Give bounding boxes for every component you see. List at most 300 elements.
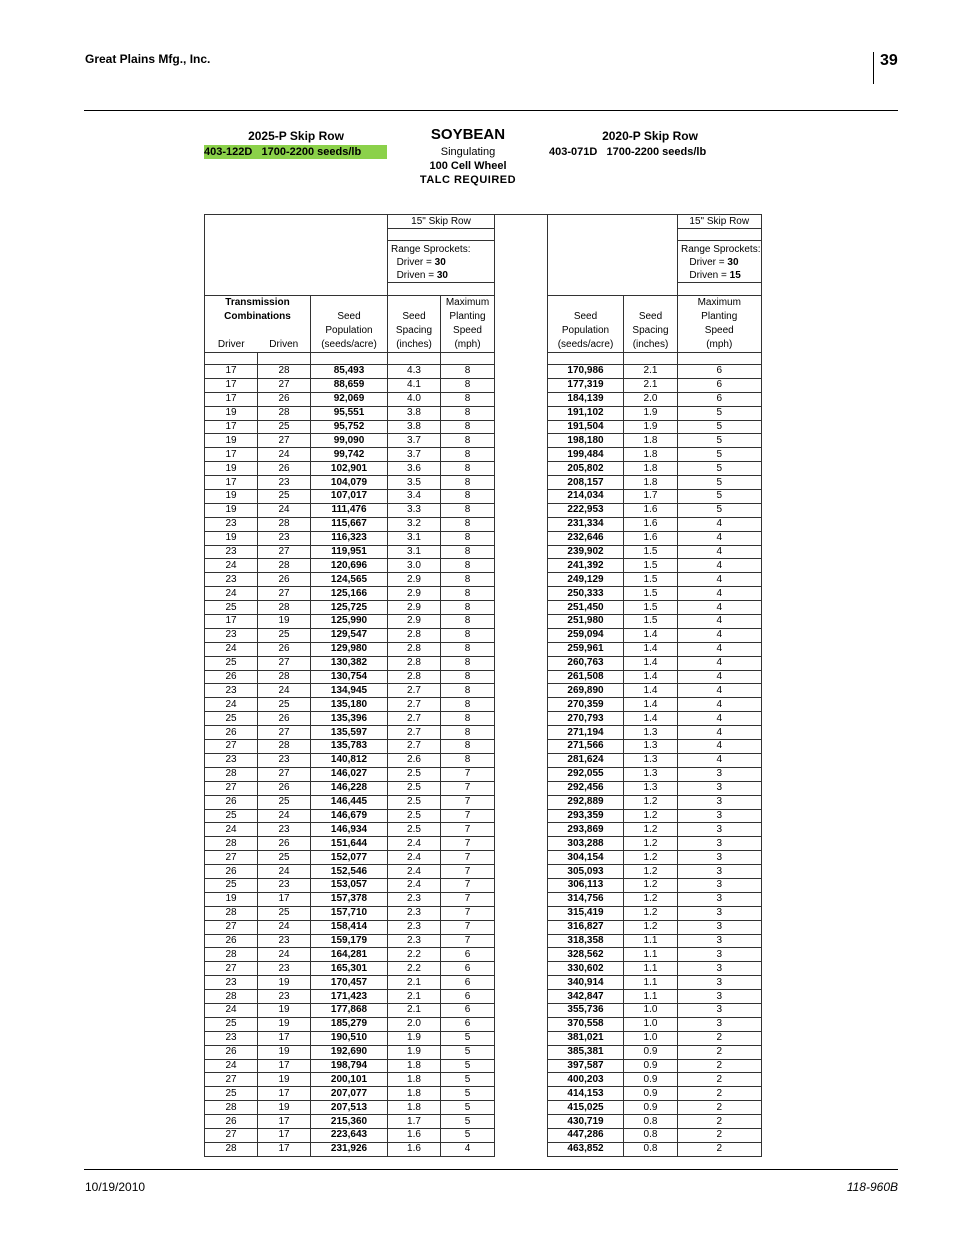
speed-header-line: Planting <box>449 311 486 322</box>
right-population-cell: 271,566 <box>548 740 624 754</box>
driven-cell: 26 <box>258 837 311 851</box>
gap-cell <box>495 1073 548 1087</box>
table-row <box>205 503 762 517</box>
speed-header-line: Maximum <box>697 297 741 308</box>
speed-header-line: Speed <box>704 325 734 336</box>
left-spacing-cell: 2.9 <box>388 615 441 629</box>
table-row <box>205 628 762 642</box>
left-population-cell: 116,323 <box>311 531 388 545</box>
right-speed-cell: 4 <box>678 615 762 629</box>
driver-cell: 23 <box>205 1031 258 1045</box>
right-spacing-cell: 1.1 <box>624 976 678 990</box>
gap-cell <box>495 587 548 601</box>
left-speed-cell: 8 <box>441 434 495 448</box>
footer-date: 10/19/2010 <box>85 1180 146 1194</box>
right-speed-cell: 3 <box>678 767 762 781</box>
driven-cell: 24 <box>258 503 311 517</box>
right-spacing-cell: 1.5 <box>624 615 678 629</box>
right-population-cell: 191,504 <box>548 420 624 434</box>
left-speed-cell: 7 <box>441 823 495 837</box>
driven-cell: 28 <box>258 601 311 615</box>
left-spacing-cell: 2.5 <box>388 767 441 781</box>
right-spacing-cell: 1.5 <box>624 545 678 559</box>
right-spacing-cell: 1.4 <box>624 712 678 726</box>
right-speed-cell: 5 <box>678 503 762 517</box>
gap-cell <box>495 1003 548 1017</box>
left-population-cell: 125,166 <box>311 587 388 601</box>
left-population-cell: 152,077 <box>311 851 388 865</box>
right-speed-cell: 4 <box>678 740 762 754</box>
table-row <box>205 406 762 420</box>
left-spacing-cell: 2.8 <box>388 656 441 670</box>
right-spacing-cell: 1.6 <box>624 531 678 545</box>
left-spacing-cell: 2.7 <box>388 740 441 754</box>
right-speed-cell: 2 <box>678 1073 762 1087</box>
gap-cell <box>495 296 548 353</box>
driven-cell: 24 <box>258 948 311 962</box>
gap-cell <box>495 920 548 934</box>
left-spacing-cell: 2.3 <box>388 934 441 948</box>
left-speed-cell: 8 <box>441 587 495 601</box>
right-spacing-cell: 1.2 <box>624 906 678 920</box>
left-spacing-cell: 1.8 <box>388 1101 441 1115</box>
table-row <box>205 392 762 406</box>
gap-cell <box>495 823 548 837</box>
driver-cell: 27 <box>205 740 258 754</box>
page-number: 39 <box>880 52 898 69</box>
left-population-cell: 85,493 <box>311 365 388 379</box>
table-row <box>205 1073 762 1087</box>
left-spacing-cell: 2.3 <box>388 920 441 934</box>
driven-cell: 27 <box>258 434 311 448</box>
left-population-cell: 115,667 <box>311 517 388 531</box>
spacing-header-line: Seed <box>402 311 426 322</box>
driven-cell: 26 <box>258 392 311 406</box>
table-row <box>205 906 762 920</box>
page-number-divider <box>873 52 874 84</box>
table-row <box>205 615 762 629</box>
right-driver-label: Driver = <box>689 257 725 268</box>
driven-cell: 19 <box>258 1003 311 1017</box>
driven-cell: 17 <box>258 1059 311 1073</box>
left-population-cell: 135,597 <box>311 726 388 740</box>
left-speed-cell: 8 <box>441 392 495 406</box>
driven-cell: 19 <box>258 976 311 990</box>
right-population-cell: 330,602 <box>548 962 624 976</box>
left-speed-cell: 8 <box>441 601 495 615</box>
driver-cell: 24 <box>205 642 258 656</box>
left-population-cell: 111,476 <box>311 503 388 517</box>
right-speed-cell: 5 <box>678 434 762 448</box>
right-speed-cell: 5 <box>678 490 762 504</box>
driven-cell: 25 <box>258 795 311 809</box>
driver-cell: 17 <box>205 615 258 629</box>
gap-cell <box>495 781 548 795</box>
left-speed-cell: 6 <box>441 962 495 976</box>
right-speed-cell: 5 <box>678 462 762 476</box>
driver-cell: 24 <box>205 698 258 712</box>
driver-cell: 23 <box>205 628 258 642</box>
driven-cell: 26 <box>258 781 311 795</box>
right-speed-cell: 3 <box>678 851 762 865</box>
gap-cell <box>495 476 548 490</box>
right-spacing-cell: 1.9 <box>624 420 678 434</box>
left-spacing-cell: 1.7 <box>388 1115 441 1129</box>
left-population-cell: 164,281 <box>311 948 388 962</box>
gap-cell <box>495 1115 548 1129</box>
right-speed-cell: 4 <box>678 531 762 545</box>
right-speed-cell: 4 <box>678 753 762 767</box>
driver-cell: 23 <box>205 684 258 698</box>
right-spacing-cell: 1.5 <box>624 573 678 587</box>
right-spacing-cell: 1.3 <box>624 726 678 740</box>
gap-cell <box>495 406 548 420</box>
table-row <box>205 476 762 490</box>
spacer-cell <box>441 353 495 365</box>
right-spacing-cell: 1.2 <box>624 878 678 892</box>
right-speed-cell: 3 <box>678 837 762 851</box>
driven-cell: 23 <box>258 990 311 1004</box>
table-row <box>205 420 762 434</box>
left-spacing-cell: 2.3 <box>388 906 441 920</box>
left-spacing-cell: 2.5 <box>388 795 441 809</box>
right-spacing-cell: 1.2 <box>624 837 678 851</box>
driver-cell: 25 <box>205 1017 258 1031</box>
driver-cell: 24 <box>205 1003 258 1017</box>
table-row <box>205 726 762 740</box>
gap-cell <box>495 656 548 670</box>
right-population-cell: 415,025 <box>548 1101 624 1115</box>
driver-cell: 28 <box>205 948 258 962</box>
left-speed-cell: 8 <box>441 559 495 573</box>
left-population-cell: 190,510 <box>311 1031 388 1045</box>
spacer-cell <box>548 353 624 365</box>
left-spacing-cell: 2.5 <box>388 809 441 823</box>
driven-cell: 26 <box>258 642 311 656</box>
table-row <box>205 976 762 990</box>
right-speed-cell: 4 <box>678 517 762 531</box>
gap-cell <box>495 434 548 448</box>
driver-header: Driver <box>217 339 245 350</box>
driver-cell: 17 <box>205 392 258 406</box>
left-speed-cell: 8 <box>441 684 495 698</box>
gap-cell <box>495 573 548 587</box>
gap-cell <box>495 976 548 990</box>
right-spacing-cell: 1.2 <box>624 823 678 837</box>
left-population-cell: 119,951 <box>311 545 388 559</box>
left-speed-cell: 4 <box>441 1142 495 1156</box>
right-speed-cell: 3 <box>678 990 762 1004</box>
table-row <box>205 740 762 754</box>
left-speed-cell: 7 <box>441 781 495 795</box>
right-spacing-cell: 0.8 <box>624 1142 678 1156</box>
right-population-cell: 318,358 <box>548 934 624 948</box>
table-row <box>205 1017 762 1031</box>
driver-cell: 23 <box>205 517 258 531</box>
population-header-line: Population <box>325 325 373 336</box>
gap-cell <box>495 740 548 754</box>
left-population-cell: 146,228 <box>311 781 388 795</box>
driven-cell: 25 <box>258 851 311 865</box>
right-speed-cell: 2 <box>678 1142 762 1156</box>
gap-cell <box>495 545 548 559</box>
left-population-cell: 130,382 <box>311 656 388 670</box>
right-spacing-cell: 1.0 <box>624 1003 678 1017</box>
gap-cell <box>495 628 548 642</box>
right-spacing-cell: 0.9 <box>624 1087 678 1101</box>
driver-cell: 26 <box>205 1045 258 1059</box>
right-population-cell: 177,319 <box>548 378 624 392</box>
left-spacing-cell: 2.5 <box>388 781 441 795</box>
right-population-cell: 328,562 <box>548 948 624 962</box>
right-spacing-cell: 1.8 <box>624 434 678 448</box>
table-row <box>205 865 762 879</box>
driver-cell: 23 <box>205 545 258 559</box>
gap-cell <box>495 809 548 823</box>
left-speed-cell: 8 <box>441 448 495 462</box>
gap-cell <box>495 767 548 781</box>
gap-cell <box>495 753 548 767</box>
driver-cell: 23 <box>205 976 258 990</box>
right-speed-cell: 3 <box>678 865 762 879</box>
left-population-cell: 192,690 <box>311 1045 388 1059</box>
right-driven-label: Driven = <box>689 270 727 281</box>
spacer-cell <box>388 229 495 241</box>
left-population-cell: 146,027 <box>311 767 388 781</box>
population-header-line: Population <box>561 325 610 336</box>
right-population-cell: 370,558 <box>548 1017 624 1031</box>
left-row-spacing: 15" Skip Row <box>388 215 495 229</box>
driven-cell: 23 <box>258 753 311 767</box>
table-row <box>205 642 762 656</box>
driver-cell: 26 <box>205 865 258 879</box>
right-spacing-cell: 1.5 <box>624 587 678 601</box>
gap-cell <box>495 1059 548 1073</box>
spacer-cell <box>258 353 311 365</box>
right-population-cell: 249,129 <box>548 573 624 587</box>
gap-cell <box>495 726 548 740</box>
right-speed-cell: 3 <box>678 878 762 892</box>
left-population-cell: 99,090 <box>311 434 388 448</box>
table-row <box>205 795 762 809</box>
left-population-cell: 146,679 <box>311 809 388 823</box>
right-population-cell: 198,180 <box>548 434 624 448</box>
driver-cell: 19 <box>205 531 258 545</box>
left-speed-cell: 8 <box>441 698 495 712</box>
table-row <box>205 948 762 962</box>
left-spacing-cell: 3.2 <box>388 517 441 531</box>
driven-cell: 23 <box>258 934 311 948</box>
driver-cell: 27 <box>205 781 258 795</box>
right-population-cell: 270,793 <box>548 712 624 726</box>
table-row <box>205 448 762 462</box>
driver-cell: 24 <box>205 1059 258 1073</box>
table-row <box>205 1142 762 1156</box>
right-speed-cell: 6 <box>678 365 762 379</box>
speed-header-line: Planting <box>701 311 738 322</box>
left-spacing-cell: 2.2 <box>388 948 441 962</box>
right-spacing-cell: 0.8 <box>624 1128 678 1142</box>
right-spacing-cell: 1.5 <box>624 559 678 573</box>
table-row <box>205 545 762 559</box>
right-setup-code: 403-071D 1700-2200 seeds/lb <box>549 146 707 158</box>
left-population-cell: 223,643 <box>311 1128 388 1142</box>
left-speed-cell: 7 <box>441 934 495 948</box>
driver-cell: 19 <box>205 503 258 517</box>
driven-cell: 27 <box>258 378 311 392</box>
driven-cell: 23 <box>258 878 311 892</box>
left-spacing-cell: 2.8 <box>388 670 441 684</box>
left-speed-cell: 5 <box>441 1073 495 1087</box>
left-speed-cell: 8 <box>441 476 495 490</box>
left-spacing-cell: 3.5 <box>388 476 441 490</box>
right-speed-cell: 4 <box>678 559 762 573</box>
table-row <box>205 531 762 545</box>
right-population-cell: 293,869 <box>548 823 624 837</box>
right-population-cell: 205,802 <box>548 462 624 476</box>
left-population-cell: 159,179 <box>311 934 388 948</box>
left-spacing-cell: 3.8 <box>388 420 441 434</box>
right-spacing-header <box>624 296 678 353</box>
left-population-cell: 185,279 <box>311 1017 388 1031</box>
right-population-cell: 281,624 <box>548 753 624 767</box>
left-spacing-cell: 2.7 <box>388 726 441 740</box>
right-spacing-cell: 1.4 <box>624 670 678 684</box>
table-row <box>205 934 762 948</box>
left-speed-cell: 5 <box>441 1128 495 1142</box>
left-speed-cell: 7 <box>441 892 495 906</box>
right-spacing-cell: 1.7 <box>624 490 678 504</box>
right-speed-cell: 6 <box>678 378 762 392</box>
right-speed-header <box>678 296 762 353</box>
driver-cell: 19 <box>205 892 258 906</box>
spacer-cell <box>678 283 762 296</box>
right-spacing-cell: 2.0 <box>624 392 678 406</box>
left-speed-cell: 8 <box>441 420 495 434</box>
right-speed-cell: 3 <box>678 781 762 795</box>
left-population-cell: 152,546 <box>311 865 388 879</box>
spacer-cell <box>624 353 678 365</box>
table-row <box>205 670 762 684</box>
table-row <box>205 698 762 712</box>
driver-cell: 26 <box>205 670 258 684</box>
left-spacing-cell: 3.6 <box>388 462 441 476</box>
right-spacing-cell: 1.5 <box>624 601 678 615</box>
left-population-cell: 215,360 <box>311 1115 388 1129</box>
left-speed-cell: 6 <box>441 976 495 990</box>
table-row <box>205 1031 762 1045</box>
table-row <box>205 1003 762 1017</box>
gap-cell <box>495 615 548 629</box>
right-speed-cell: 3 <box>678 795 762 809</box>
right-spacing-cell: 1.0 <box>624 1017 678 1031</box>
driver-cell: 27 <box>205 962 258 976</box>
left-population-cell: 104,079 <box>311 476 388 490</box>
gap-cell <box>495 1128 548 1142</box>
right-population-cell: 292,456 <box>548 781 624 795</box>
right-speed-cell: 3 <box>678 1017 762 1031</box>
driver-cell: 26 <box>205 934 258 948</box>
left-spacing-cell: 4.0 <box>388 392 441 406</box>
right-population-cell: 315,419 <box>548 906 624 920</box>
table-row <box>205 462 762 476</box>
left-population-cell: 153,057 <box>311 878 388 892</box>
driver-cell: 23 <box>205 573 258 587</box>
crop-line-2: 100 Cell Wheel <box>429 160 507 172</box>
left-speed-cell: 7 <box>441 865 495 879</box>
left-speed-cell: 7 <box>441 851 495 865</box>
gap-cell <box>495 462 548 476</box>
gap-cell <box>495 712 548 726</box>
left-population-cell: 170,457 <box>311 976 388 990</box>
gap-cell <box>495 420 548 434</box>
right-population-cell: 397,587 <box>548 1059 624 1073</box>
right-population-cell: 261,508 <box>548 670 624 684</box>
combinations-label: Combinations <box>224 311 291 322</box>
right-population-cell: 314,756 <box>548 892 624 906</box>
gap-cell <box>495 851 548 865</box>
left-speed-cell: 7 <box>441 878 495 892</box>
right-speed-cell: 3 <box>678 823 762 837</box>
right-population-cell: 414,153 <box>548 1087 624 1101</box>
right-speed-cell: 4 <box>678 670 762 684</box>
table-row <box>205 851 762 865</box>
left-spacing-cell: 3.1 <box>388 531 441 545</box>
table-row <box>205 920 762 934</box>
driver-cell: 28 <box>205 906 258 920</box>
left-speed-cell: 8 <box>441 462 495 476</box>
gap-cell <box>495 1031 548 1045</box>
right-population-cell: 305,093 <box>548 865 624 879</box>
spacer-cell <box>388 283 495 296</box>
driven-cell: 26 <box>258 712 311 726</box>
right-speed-cell: 2 <box>678 1115 762 1129</box>
spacing-header-line: Spacing <box>395 325 433 336</box>
right-speed-cell: 4 <box>678 545 762 559</box>
crop-line-3: TALC REQUIRED <box>419 174 517 186</box>
driven-header: Driven <box>269 339 299 350</box>
driven-cell: 24 <box>258 865 311 879</box>
left-spacing-header <box>388 296 441 353</box>
gap-cell <box>495 448 548 462</box>
company-name: Great Plains Mfg., Inc. <box>85 52 211 66</box>
right-population-cell: 208,157 <box>548 476 624 490</box>
left-population-cell: 125,725 <box>311 601 388 615</box>
right-population-cell: 250,333 <box>548 587 624 601</box>
left-population-cell: 200,101 <box>311 1073 388 1087</box>
left-population-cell: 134,945 <box>311 684 388 698</box>
driver-cell: 24 <box>205 559 258 573</box>
table-row <box>205 365 762 379</box>
table-row <box>205 990 762 1004</box>
left-speed-cell: 8 <box>441 656 495 670</box>
table-row <box>205 837 762 851</box>
driven-cell: 24 <box>258 448 311 462</box>
left-spacing-cell: 2.9 <box>388 573 441 587</box>
driven-cell: 27 <box>258 726 311 740</box>
left-population-cell: 171,423 <box>311 990 388 1004</box>
left-population-cell: 177,868 <box>311 1003 388 1017</box>
driven-cell: 23 <box>258 962 311 976</box>
gap-cell <box>495 698 548 712</box>
left-spacing-cell: 2.2 <box>388 962 441 976</box>
gap-cell <box>495 392 548 406</box>
right-population-cell: 191,102 <box>548 406 624 420</box>
right-spacing-cell: 1.3 <box>624 767 678 781</box>
gap-cell <box>495 837 548 851</box>
right-spacing-cell: 1.6 <box>624 517 678 531</box>
right-speed-cell: 4 <box>678 698 762 712</box>
